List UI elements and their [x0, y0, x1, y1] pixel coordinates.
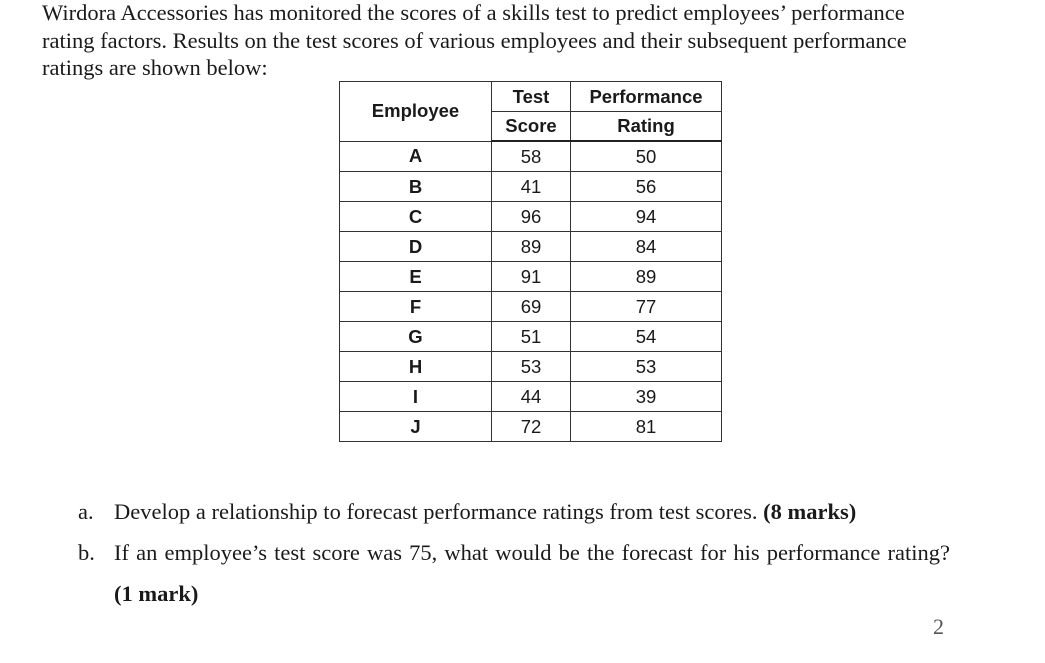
intro-paragraph: Wirdora Accessories has monitored the scores of a skills test to predict employees’ performance rating factors. Results on the test scores of various employees and their subsequent performance ratings are shown below:: [42, 0, 907, 80]
cell-test-score: 51: [492, 322, 571, 352]
cell-employee: B: [340, 172, 492, 202]
cell-employee: J: [340, 412, 492, 442]
table-row: [340, 232, 722, 262]
cell-test-score: 44: [492, 382, 571, 412]
question-item: [78, 491, 950, 532]
table-row: [340, 141, 722, 172]
table-row: [340, 322, 722, 352]
score-rating-table: [339, 81, 722, 442]
cell-employee: E: [340, 262, 492, 292]
cell-performance-rating: 56: [571, 172, 722, 202]
question-text: If an employee’s test score was 75, what would be the forecast for his performance rating?: [114, 540, 950, 565]
cell-performance-rating: 50: [571, 141, 722, 172]
cell-employee: A: [340, 141, 492, 172]
cell-employee: F: [340, 292, 492, 322]
question-item: [78, 532, 950, 614]
cell-performance-rating: 94: [571, 202, 722, 232]
table-row: [340, 412, 722, 442]
cell-employee: C: [340, 202, 492, 232]
cell-performance-rating: 89: [571, 262, 722, 292]
question-text: Develop a relationship to forecast performance ratings from test scores.: [114, 499, 758, 524]
cell-performance-rating: 39: [571, 382, 722, 412]
cell-performance-rating: 84: [571, 232, 722, 262]
cell-performance-rating: 81: [571, 412, 722, 442]
table-row: [340, 292, 722, 322]
cell-test-score: 89: [492, 232, 571, 262]
header-test-score-top: Test: [492, 82, 571, 112]
table-row: [340, 262, 722, 292]
header-test-score-bottom: Score: [492, 112, 571, 142]
cell-test-score: 41: [492, 172, 571, 202]
question-marker: a.: [78, 499, 94, 524]
cell-test-score: 91: [492, 262, 571, 292]
question-list: [78, 491, 950, 614]
cell-employee: I: [340, 382, 492, 412]
table-body: [340, 141, 722, 442]
cell-test-score: 58: [492, 141, 571, 172]
cell-employee: D: [340, 232, 492, 262]
cell-employee: H: [340, 352, 492, 382]
question-marker: b.: [78, 540, 95, 565]
cell-test-score: 72: [492, 412, 571, 442]
cell-performance-rating: 53: [571, 352, 722, 382]
header-performance-rating-bottom: Rating: [571, 112, 722, 142]
cell-performance-rating: 54: [571, 322, 722, 352]
question-marks: (1 mark): [114, 581, 199, 606]
header-employee: Employee: [340, 82, 492, 142]
cell-test-score: 96: [492, 202, 571, 232]
header-performance-rating-top: Performance: [571, 82, 722, 112]
page-number: 2: [933, 614, 944, 639]
cell-performance-rating: 77: [571, 292, 722, 322]
question-marks: (8 marks): [763, 499, 857, 524]
table-row: [340, 172, 722, 202]
table-row: [340, 352, 722, 382]
table-row: [340, 382, 722, 412]
cell-test-score: 53: [492, 352, 571, 382]
cell-employee: G: [340, 322, 492, 352]
cell-test-score: 69: [492, 292, 571, 322]
table-row: [340, 202, 722, 232]
